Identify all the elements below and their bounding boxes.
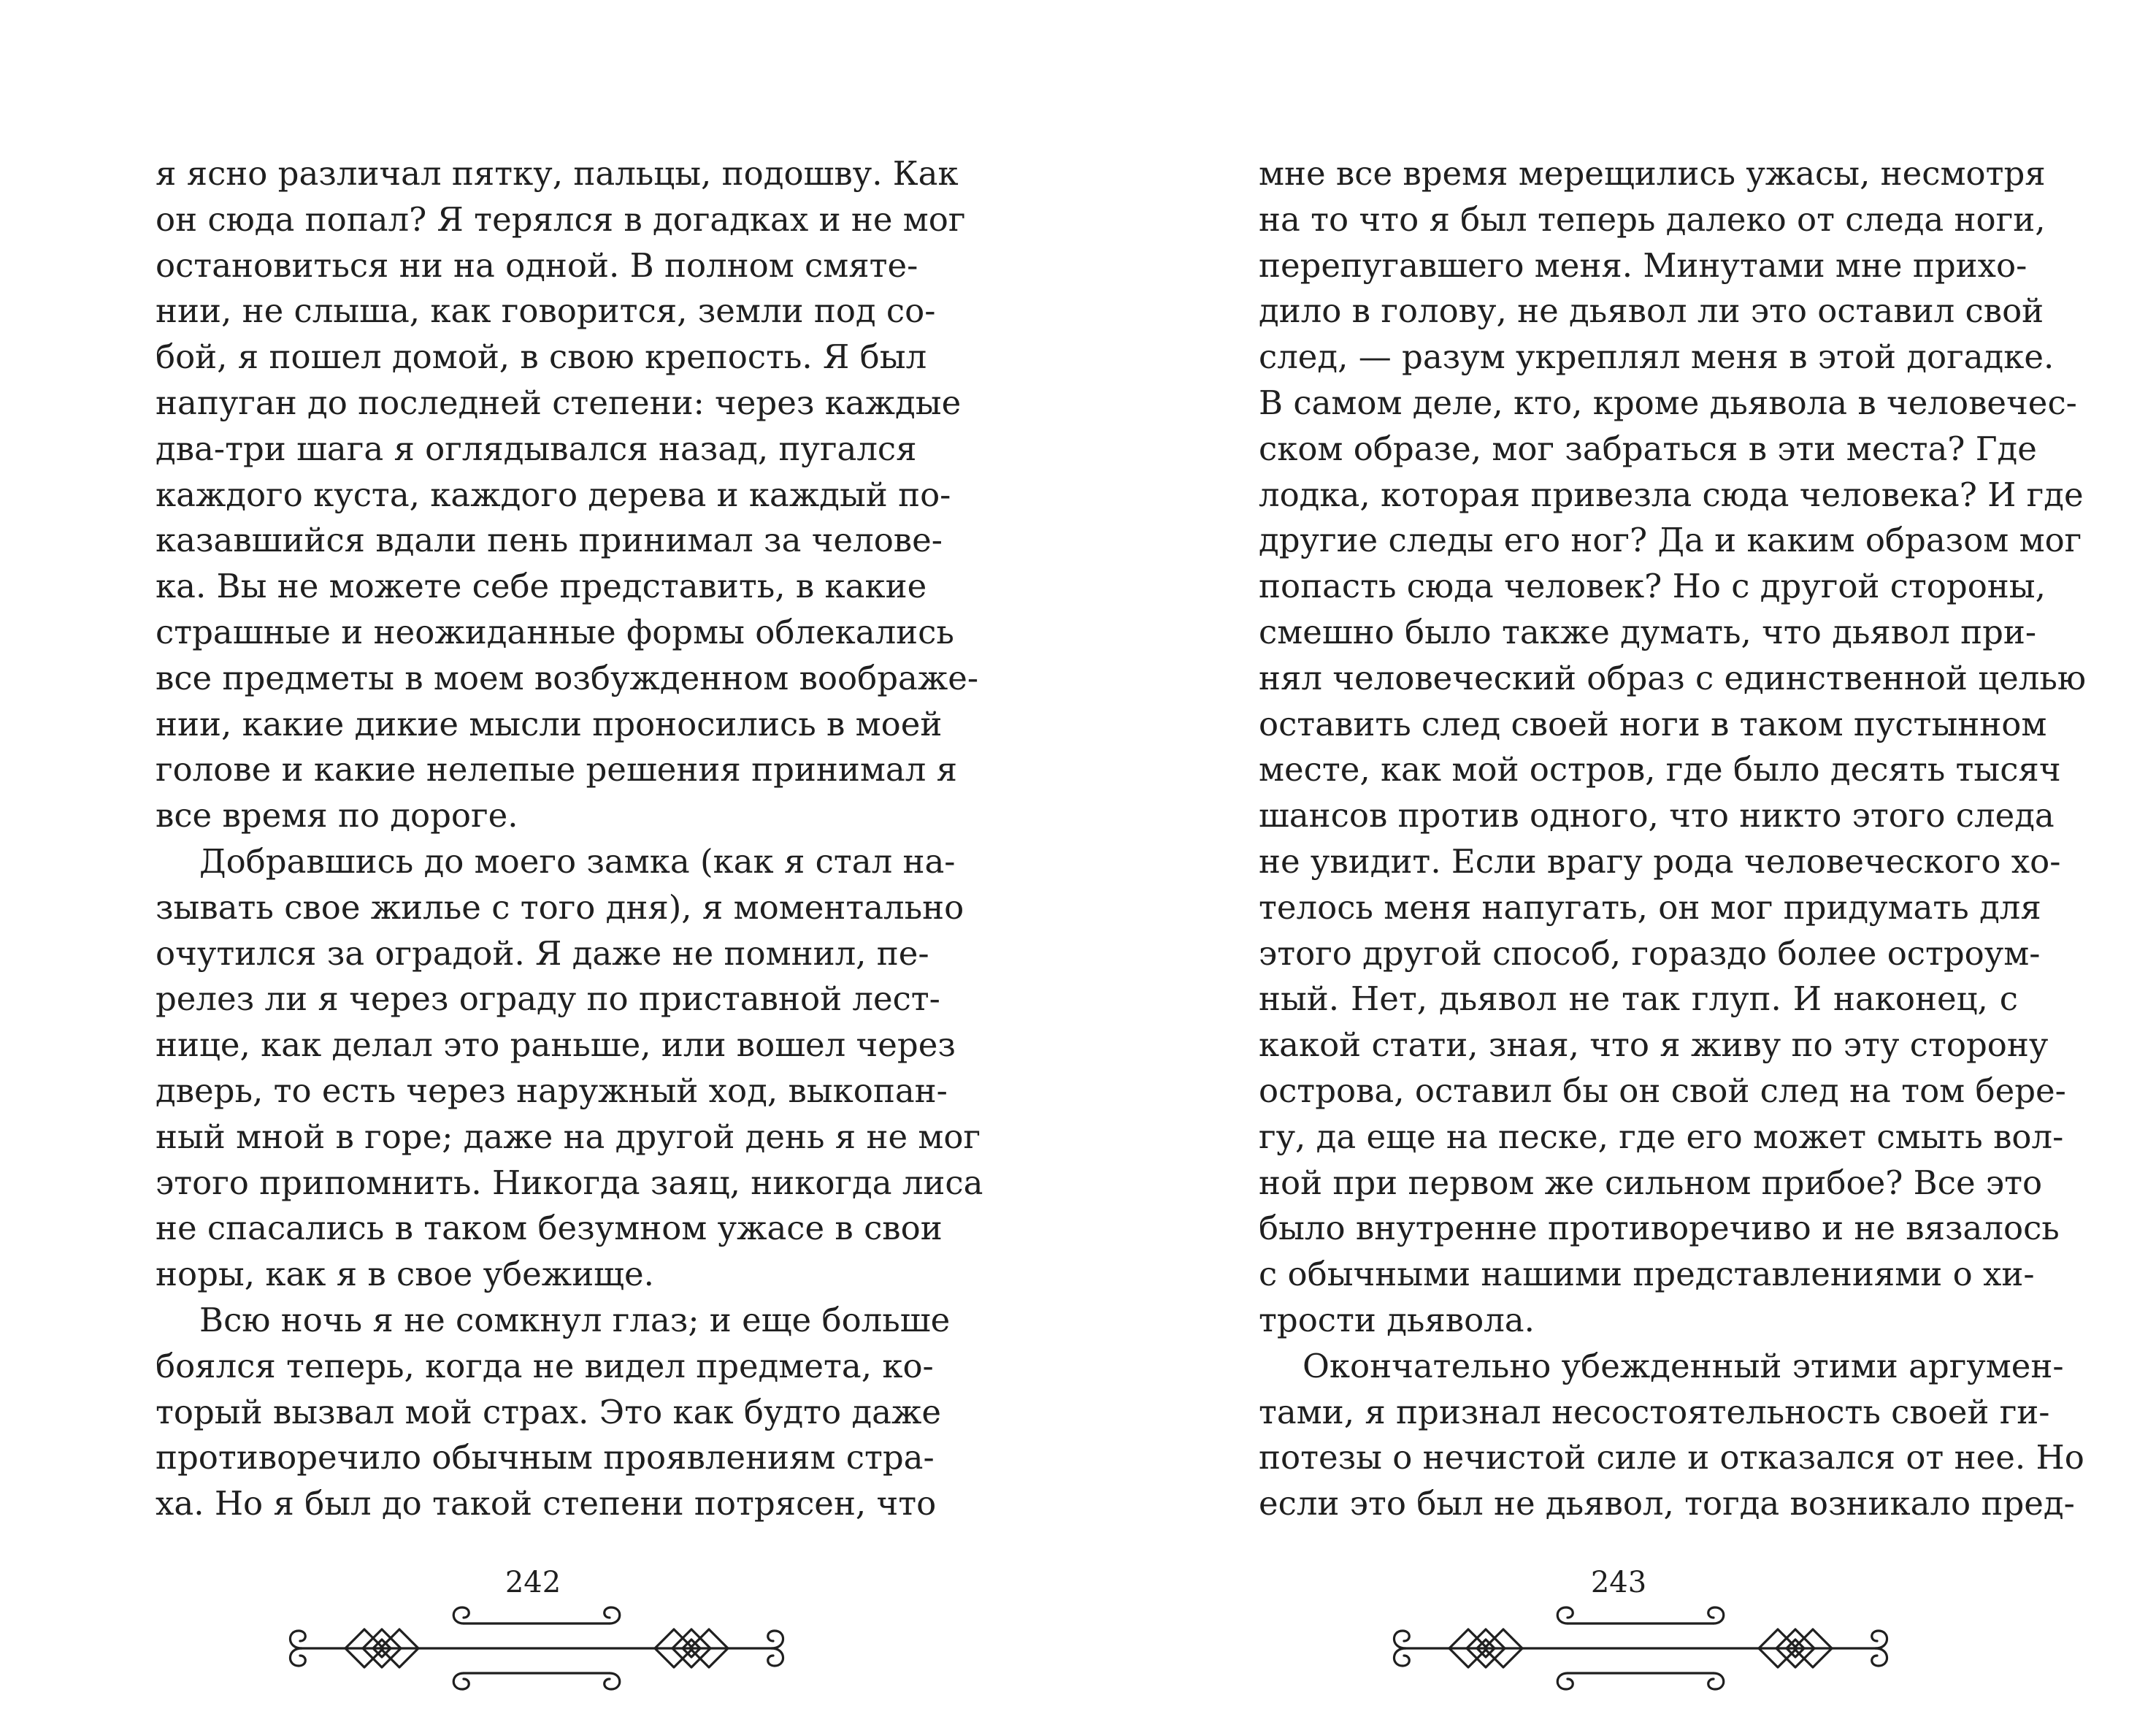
- text-line: если это был не дьявол, тогда возникало пред-: [1259, 1484, 2075, 1523]
- text-line: боялся теперь, когда не видел предмета, ко-: [156, 1346, 934, 1385]
- text-line: голове и какие нелепые решения принимал я: [156, 750, 957, 789]
- text-line: этого припомнить. Никогда заяц, никогда лиса: [156, 1163, 983, 1202]
- text-line: В самом деле, кто, кроме дьявола в человечес-: [1259, 383, 2077, 422]
- text-line: смешно было также думать, что дьявол при-: [1259, 612, 2037, 651]
- text-line: противоречило обычным проявлениям стра-: [156, 1438, 935, 1477]
- text-line: какой стати, зная, что я живу по эту сторону: [1259, 1025, 2049, 1065]
- text-line: месте, как мой остров, где было десять тысяч: [1259, 750, 2061, 789]
- text-line: он сюда попал? Я терялся в догадках и не мог: [156, 199, 966, 239]
- text-line: ной при первом же сильном прибое? Все это: [1259, 1163, 2043, 1202]
- text-line: дило в голову, не дьявол ли это оставил свой: [1259, 291, 2044, 331]
- text-line: было внутренне противоречиво и не вязалось: [1259, 1209, 2060, 1248]
- text-line: не увидит. Если врагу рода человеческого хо-: [1259, 841, 2061, 881]
- text-line: ный. Нет, дьявол не так глуп. И наконец, с: [1259, 979, 2018, 1019]
- text-line: все предметы в моем возбужденном воображе-: [156, 658, 979, 697]
- page-number: 243: [1590, 1566, 1647, 1599]
- text-line: Добравшись до моего замка (как я стал на-: [199, 841, 956, 881]
- scroll-ornament-icon: [1385, 1596, 1896, 1702]
- text-line: тами, я признал несостоятельность своей ги-: [1259, 1392, 2050, 1431]
- text-line: оставить след своей ноги в таком пустынном: [1259, 704, 2047, 743]
- scroll-ornament-icon: [281, 1596, 792, 1702]
- text-line: перепугавшего меня. Минутами мне прихо-: [1259, 245, 2028, 285]
- text-line: с обычными нашими представлениями о хи-: [1259, 1255, 2035, 1294]
- text-line: два-три шага я оглядывался назад, пугался: [156, 429, 917, 468]
- text-line: шансов против одного, что никто этого следа: [1259, 796, 2055, 835]
- text-line: трости дьявола.: [1259, 1300, 1535, 1339]
- text-line: напуган до последней степени: через каждые: [156, 383, 962, 422]
- text-line: потезы о нечистой силе и отказался от нее. Но: [1259, 1438, 2084, 1477]
- page-number: 242: [505, 1566, 561, 1599]
- text-line: Всю ночь я не сомкнул глаз; и еще больше: [199, 1300, 951, 1339]
- text-line: дверь, то есть через наружный ход, выкопан-: [156, 1071, 948, 1110]
- text-line: острова, оставил бы он свой след на том бере-: [1259, 1071, 2066, 1110]
- text-line: страшные и неожиданные формы облекались: [156, 612, 954, 651]
- text-line: мне все время мерещились ужасы, несмотря: [1259, 154, 2046, 193]
- text-line: этого другой способ, гораздо более остроум-: [1259, 933, 2041, 973]
- text-line: зывать свое жилье с того дня), я моментально: [156, 887, 964, 927]
- text-line: ха. Но я был до такой степени потрясен, что: [156, 1484, 937, 1523]
- text-line: телось меня напугать, он мог придумать для: [1259, 887, 2041, 927]
- text-line: на то что я был теперь далеко от следа ноги,: [1259, 199, 2046, 239]
- text-line: все время по дороге.: [156, 796, 518, 835]
- text-line: ка. Вы не можете себе представить, в какие: [156, 567, 927, 606]
- text-line: попасть сюда человек? Но с другой стороны,: [1259, 567, 2046, 606]
- text-line: каждого куста, каждого дерева и каждый по-: [156, 475, 951, 514]
- text-line: остановиться ни на одной. В полном смяте-: [156, 245, 918, 285]
- text-line: ный мной в горе; даже на другой день я не мог: [156, 1117, 981, 1156]
- text-line: торый вызвал мой страх. Это как будто даже: [156, 1392, 942, 1431]
- text-line: гу, да еще на песке, где его может смыть вол-: [1259, 1117, 2064, 1156]
- text-line: норы, как я в свое убежище.: [156, 1255, 654, 1294]
- text-line: я ясно различал пятку, пальцы, подошву. Как: [156, 154, 959, 193]
- text-line: казавшийся вдали пень принимал за челове-: [156, 521, 943, 560]
- text-line: очутился за оградой. Я даже не помнил, пе-: [156, 933, 929, 973]
- text-line: нял человеческий образ с единственной целью: [1259, 658, 2087, 697]
- text-line: Окончательно убежденный этими аргумен-: [1303, 1346, 2064, 1385]
- text-line: нии, не слыша, как говорится, земли под со-: [156, 291, 936, 331]
- left-page-text: [156, 151, 983, 1527]
- text-line: след, — разум укреплял меня в этой догадке.: [1259, 337, 2055, 377]
- text-line: другие следы его ног? Да и каким образом мог: [1259, 521, 2082, 560]
- text-line: нице, как делал это раньше, или вошел через: [156, 1025, 956, 1065]
- text-line: бой, я пошел домой, в свою крепость. Я был: [156, 337, 927, 377]
- right-page: [1078, 0, 2156, 1725]
- text-line: нии, какие дикие мысли проносились в моей: [156, 704, 943, 743]
- right-page-text: [1259, 151, 2087, 1527]
- text-line: релез ли я через ограду по приставной лест-: [156, 979, 940, 1019]
- text-line: не спасались в таком безумном ужасе в свои: [156, 1209, 943, 1248]
- text-line: лодка, которая привезла сюда человека? И где: [1259, 475, 2084, 514]
- text-line: ском образе, мог забраться в эти места? Где: [1259, 429, 2037, 468]
